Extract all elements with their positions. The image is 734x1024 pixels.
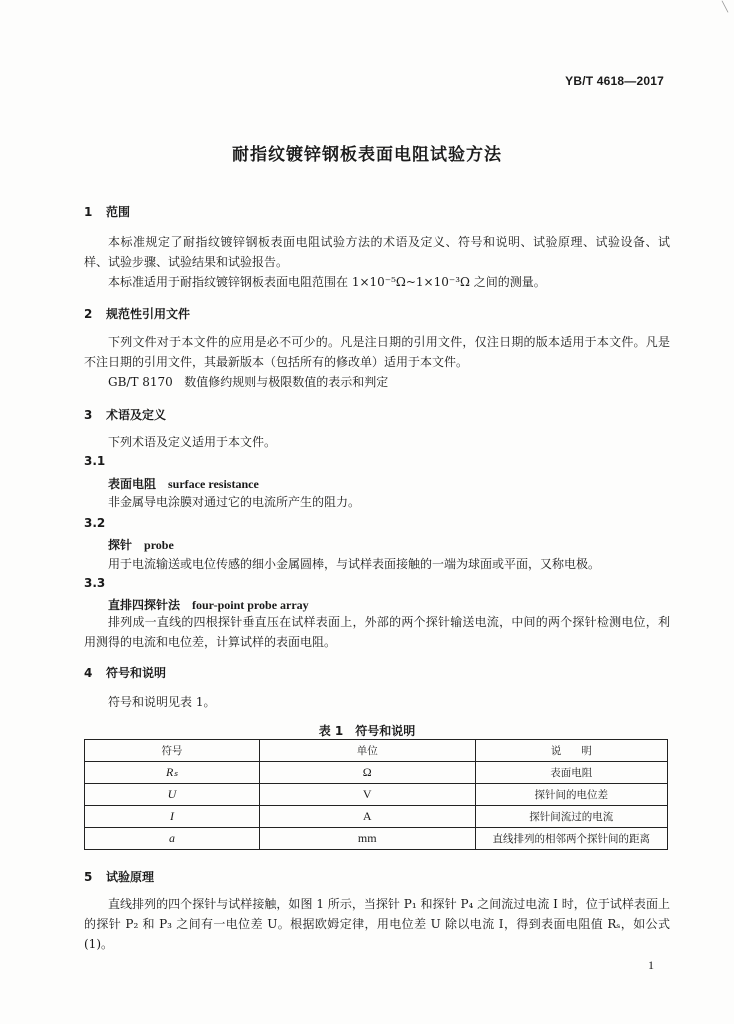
reference-code: GB/T 8170 xyxy=(108,375,173,389)
scope-paragraph-2: 本标准适用于耐指纹镀锌钢板表面电阻范围在 1×10⁻⁵Ω~1×10⁻³Ω 之间的测量。 xyxy=(108,275,546,289)
term-entry xyxy=(108,596,309,613)
unit-cell: mm xyxy=(259,828,475,850)
section-number: 2 xyxy=(84,307,93,321)
description-cell: 探针间流过的电流 xyxy=(475,806,667,828)
clause-number: 3.1 xyxy=(84,454,106,468)
symbols-table xyxy=(84,739,668,850)
symbol-cell: I xyxy=(85,806,260,828)
unit-cell: V xyxy=(259,784,475,806)
scan-mark: ╲ xyxy=(721,2,728,13)
clause-number: 3.2 xyxy=(84,516,106,530)
section-number: 3 xyxy=(84,408,93,422)
description-cell: 探针间的电位差 xyxy=(475,784,667,806)
table-row xyxy=(85,828,668,850)
section-number: 1 xyxy=(84,205,93,219)
table-row xyxy=(85,784,668,806)
table-label: 表 1 xyxy=(318,724,344,738)
section-title: 范围 xyxy=(106,205,131,219)
section-title: 术语及定义 xyxy=(106,408,167,422)
term-zh: 表面电阻 xyxy=(108,477,157,491)
term-entry xyxy=(108,475,259,492)
section-number: 4 xyxy=(84,666,93,680)
clause-number: 3.3 xyxy=(84,576,106,590)
table-title xyxy=(0,722,734,739)
table-header-row xyxy=(85,740,668,762)
scope-paragraph-1: 本标准规定了耐指纹镀锌钢板表面电阻试验方法的术语及定义、符号和说明、试验原理、试验设备、试样、试验步骤、试验结果和试验报告。 xyxy=(84,235,670,269)
symbols-intro: 符号和说明见表 1。 xyxy=(108,695,216,709)
term-zh: 直排四探针法 xyxy=(108,598,181,612)
principle-paragraph: 直线排列的四个探针与试样接触，如图 1 所示，当探针 P₁ 和探针 P₄ 之间流过电流 I 时，位于试样表面上的探针 P₂ 和 P₃ 之间有一电位差 U。根据欧姆定律，用电位差 U 除以电流 I，得到表面电阻值 Rₛ，如公式(1)。 xyxy=(84,897,670,951)
header-description: 说 明 xyxy=(475,740,667,762)
section-heading-3 xyxy=(84,406,166,423)
standard-code: YB/T 4618—2017 xyxy=(565,74,664,88)
header-symbol: 符号 xyxy=(85,740,260,762)
table-row xyxy=(85,762,668,784)
section-heading-4 xyxy=(84,664,166,681)
references-paragraph: 下列文件对于本文件的应用是必不可少的。凡是注日期的引用文件，仅注日期的版本适用于本文件。凡是不注日期的引用文件，其最新版本（包括所有的修改单）适用于本文件。 xyxy=(84,335,670,369)
term-definition: 非金属导电涂膜对通过它的电流所产生的阻力。 xyxy=(108,495,361,509)
section-title: 试验原理 xyxy=(106,870,155,884)
term-en: probe xyxy=(144,538,174,552)
symbol-cell: Rₛ xyxy=(85,762,260,784)
description-cell: 直线排列的相邻两个探针间的距离 xyxy=(475,828,667,850)
term-entry xyxy=(108,536,174,553)
term-zh: 探针 xyxy=(108,538,133,552)
section-heading-2 xyxy=(84,305,190,322)
table-caption: 符号和说明 xyxy=(355,724,416,738)
term-definition: 用于电流输送或电位传感的细小金属圆棒，与试样表面接触的一端为球面或平面，又称电极。 xyxy=(108,557,601,571)
section-title: 规范性引用文件 xyxy=(106,307,191,321)
symbol-cell: U xyxy=(85,784,260,806)
term-en: surface resistance xyxy=(168,477,259,491)
reference-title: 数值修约规则与极限数值的表示和判定 xyxy=(184,375,389,389)
section-heading-5 xyxy=(84,868,154,885)
term-en: four-point probe array xyxy=(192,598,309,612)
section-number: 5 xyxy=(84,870,93,884)
normative-reference xyxy=(108,372,388,392)
document-title: 耐指纹镀锌钢板表面电阻试验方法 xyxy=(232,145,502,165)
term-definition: 排列成一直线的四根探针垂直压在试样表面上，外部的两个探针输送电流，中间的两个探针检测电位，利用测得的电流和电位差，计算试样的表面电阻。 xyxy=(84,615,670,649)
section-heading-1 xyxy=(84,203,130,220)
description-cell: 表面电阻 xyxy=(475,762,667,784)
terms-intro: 下列术语及定义适用于本文件。 xyxy=(108,435,277,449)
symbol-cell: a xyxy=(85,828,260,850)
header-unit: 单位 xyxy=(259,740,475,762)
unit-cell: A xyxy=(259,806,475,828)
unit-cell: Ω xyxy=(259,762,475,784)
page-number: 1 xyxy=(648,958,654,972)
section-title: 符号和说明 xyxy=(106,666,167,680)
table-row xyxy=(85,806,668,828)
